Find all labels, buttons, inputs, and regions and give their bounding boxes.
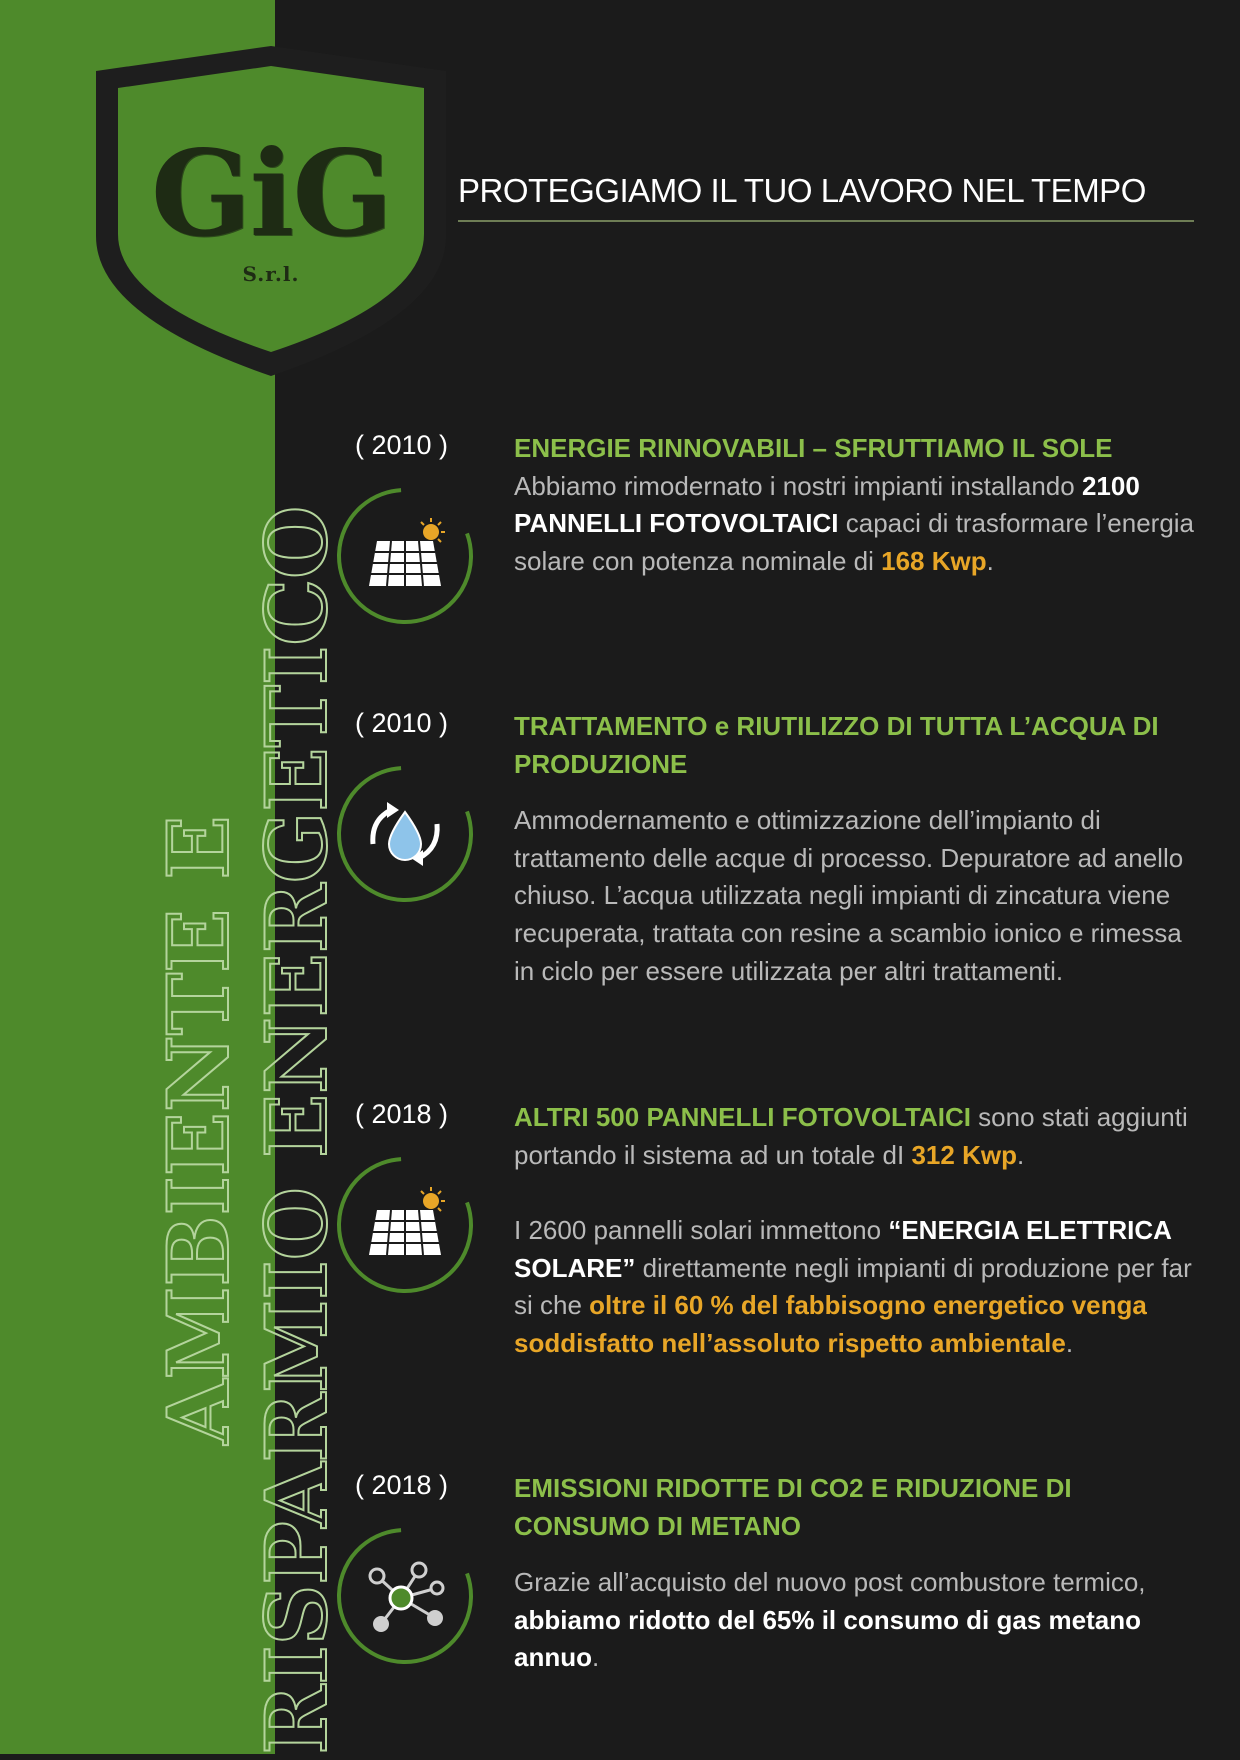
solar-panel-icon	[335, 486, 475, 626]
logo-subtext: S.r.l.	[242, 262, 300, 286]
vertical-title	[150, 500, 346, 1760]
item-content	[514, 708, 1194, 990]
water-recycle-icon	[335, 764, 475, 904]
item-body	[514, 468, 1194, 581]
body-text: Abbiamo rimodernato i nostri impianti installando	[514, 470, 1082, 501]
year-label: ( 2018 )	[355, 1099, 449, 1129]
body-text: sono stati aggiunti portando il sistema ad un totale dI	[514, 1102, 1188, 1170]
item-title: TRATTAMENTO e RIUTILIZZO DI TUTTA L’ACQUA DI PRODUZIONE	[514, 711, 1159, 779]
item-content	[514, 1099, 1194, 1363]
body-text: capaci di trasformare l’energia solare con potenza nominale di	[514, 508, 1195, 576]
body-text: direttamente negli impianti di produzione per far si che	[514, 1252, 1192, 1321]
highlight-orange: 168 Kwp	[881, 545, 987, 576]
item-body	[514, 1099, 1194, 1174]
highlight-orange: oltre il 60 % del fabbisogno energetico venga soddisfatto nell’assoluto rispetto ambientale	[514, 1290, 1147, 1358]
solar-panel-icon	[335, 1155, 475, 1295]
highlight-white: 2100 PANNELLI FOTOVOLTAICI	[514, 470, 1140, 539]
page-title: PROTEGGIAMO IL TUO LAVORO NEL TEMPO	[458, 172, 1194, 222]
body-text: I 2600 pannelli solari immettono	[514, 1215, 889, 1246]
body-text: .	[986, 545, 994, 576]
body-text: Grazie all’acquisto del nuovo post combustore termico,	[514, 1567, 1146, 1598]
item-content	[514, 430, 1194, 580]
body-text: .	[592, 1642, 600, 1673]
item-title: ENERGIE RINNOVABILI – SFRUTTIAMO IL SOLE	[514, 433, 1113, 463]
item-title: EMISSIONI RIDOTTE DI CO2 E RIDUZIONE DI CONSUMO DI METANO	[514, 1473, 1072, 1541]
item-title: ALTRI 500 PANNELLI FOTOVOLTAICI	[514, 1102, 971, 1132]
item-content	[514, 1470, 1194, 1677]
body-text: .	[1016, 1139, 1025, 1170]
item-body: Ammodernamento e ottimizzazione dell’impianto di trattamento delle acque di processo. Depuratore ad anello chiuso. L’acqua utilizzata negli impianti di zincatura viene recuperata, trattata con resine a scambio ionico e rimessa in ciclo per essere utilizzata per altri trattamenti.	[514, 805, 1184, 986]
item-body	[514, 1564, 1194, 1677]
highlight-white: abbiamo ridotto del 65% il consumo di gas metano annuo	[514, 1604, 1141, 1673]
item-body-2	[514, 1212, 1194, 1362]
vertical-title-line1: AMBIENTE E	[149, 815, 248, 1445]
year-label: ( 2010 )	[355, 430, 449, 460]
year-label: ( 2010 )	[355, 708, 449, 738]
highlight-white: “ENERGIA ELETTRICA SOLARE”	[514, 1215, 1171, 1283]
highlight-orange: 312 Kwp	[911, 1139, 1017, 1170]
year-label: ( 2018 )	[355, 1470, 449, 1500]
network-molecule-icon	[335, 1526, 475, 1666]
vertical-title-line2: RISPARMIO ENERGETICO	[247, 505, 346, 1755]
logo-text: GiG	[150, 124, 392, 263]
body-text: .	[1065, 1327, 1074, 1358]
